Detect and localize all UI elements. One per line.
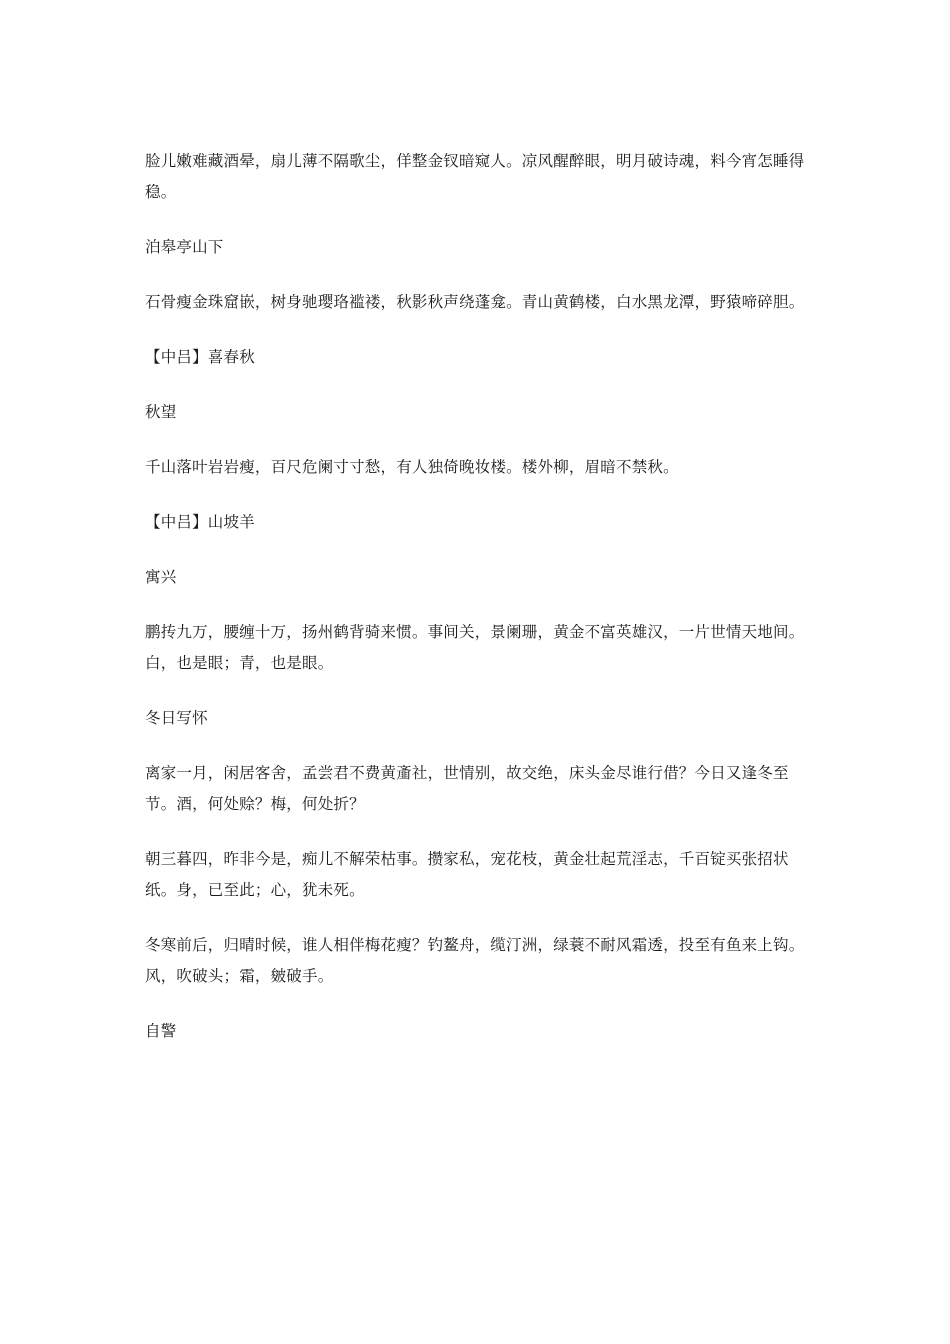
paragraph: 朝三暮四，昨非今是，痴儿不解荣枯事。攒家私，宠花枝，黄金壮起荒淫志，千百锭买张招状纸。身，已至此；心，犹未死。 bbox=[145, 850, 789, 899]
paragraph: 石骨瘦金珠窟嵌，树身驰璎珞褴褛，秋影秋声绕蓬龛。青山黄鹤楼，白水黑龙潭，野猿啼碎胆。 bbox=[145, 293, 805, 311]
paragraph: 脸儿嫩难藏酒晕，扇儿薄不隔歌尘，佯整金钗暗窥人。凉风醒醉眼，明月破诗魂，料今宵怎睡得稳。 bbox=[145, 152, 805, 201]
poem-title: 自警 bbox=[145, 1022, 177, 1040]
paragraph: 冬寒前后，归晴时候，谁人相伴梅花瘦？钓鳌舟，缆汀洲，绿蓑不耐风霜透，投至有鱼来上钩。风，吹破头；霜，皴破手。 bbox=[145, 936, 805, 985]
tune-title: 【中吕】喜春秋 bbox=[145, 348, 255, 366]
paragraph: 鹏抟九万，腰缠十万，扬州鹤背骑来惯。事间关，景阑珊，黄金不富英雄汉，一片世情天地间。白，也是眼；青，也是眼。 bbox=[145, 623, 805, 672]
poem-title: 冬日写怀 bbox=[145, 709, 208, 727]
document-body bbox=[145, 146, 809, 1071]
poem-title: 寓兴 bbox=[145, 568, 177, 586]
poem-title: 秋望 bbox=[145, 403, 177, 421]
tune-title: 【中吕】山坡羊 bbox=[145, 513, 255, 531]
paragraph: 离家一月，闲居客舍，孟尝君不费黄齑社，世情别，故交绝，床头金尽谁行借？今日又逢冬至节。酒，何处赊？梅，何处折？ bbox=[145, 764, 789, 813]
paragraph: 千山落叶岩岩瘦，百尺危阑寸寸愁，有人独倚晚妆楼。楼外柳，眉暗不禁秋。 bbox=[145, 458, 679, 476]
poem-title: 泊皋亭山下 bbox=[145, 238, 224, 256]
